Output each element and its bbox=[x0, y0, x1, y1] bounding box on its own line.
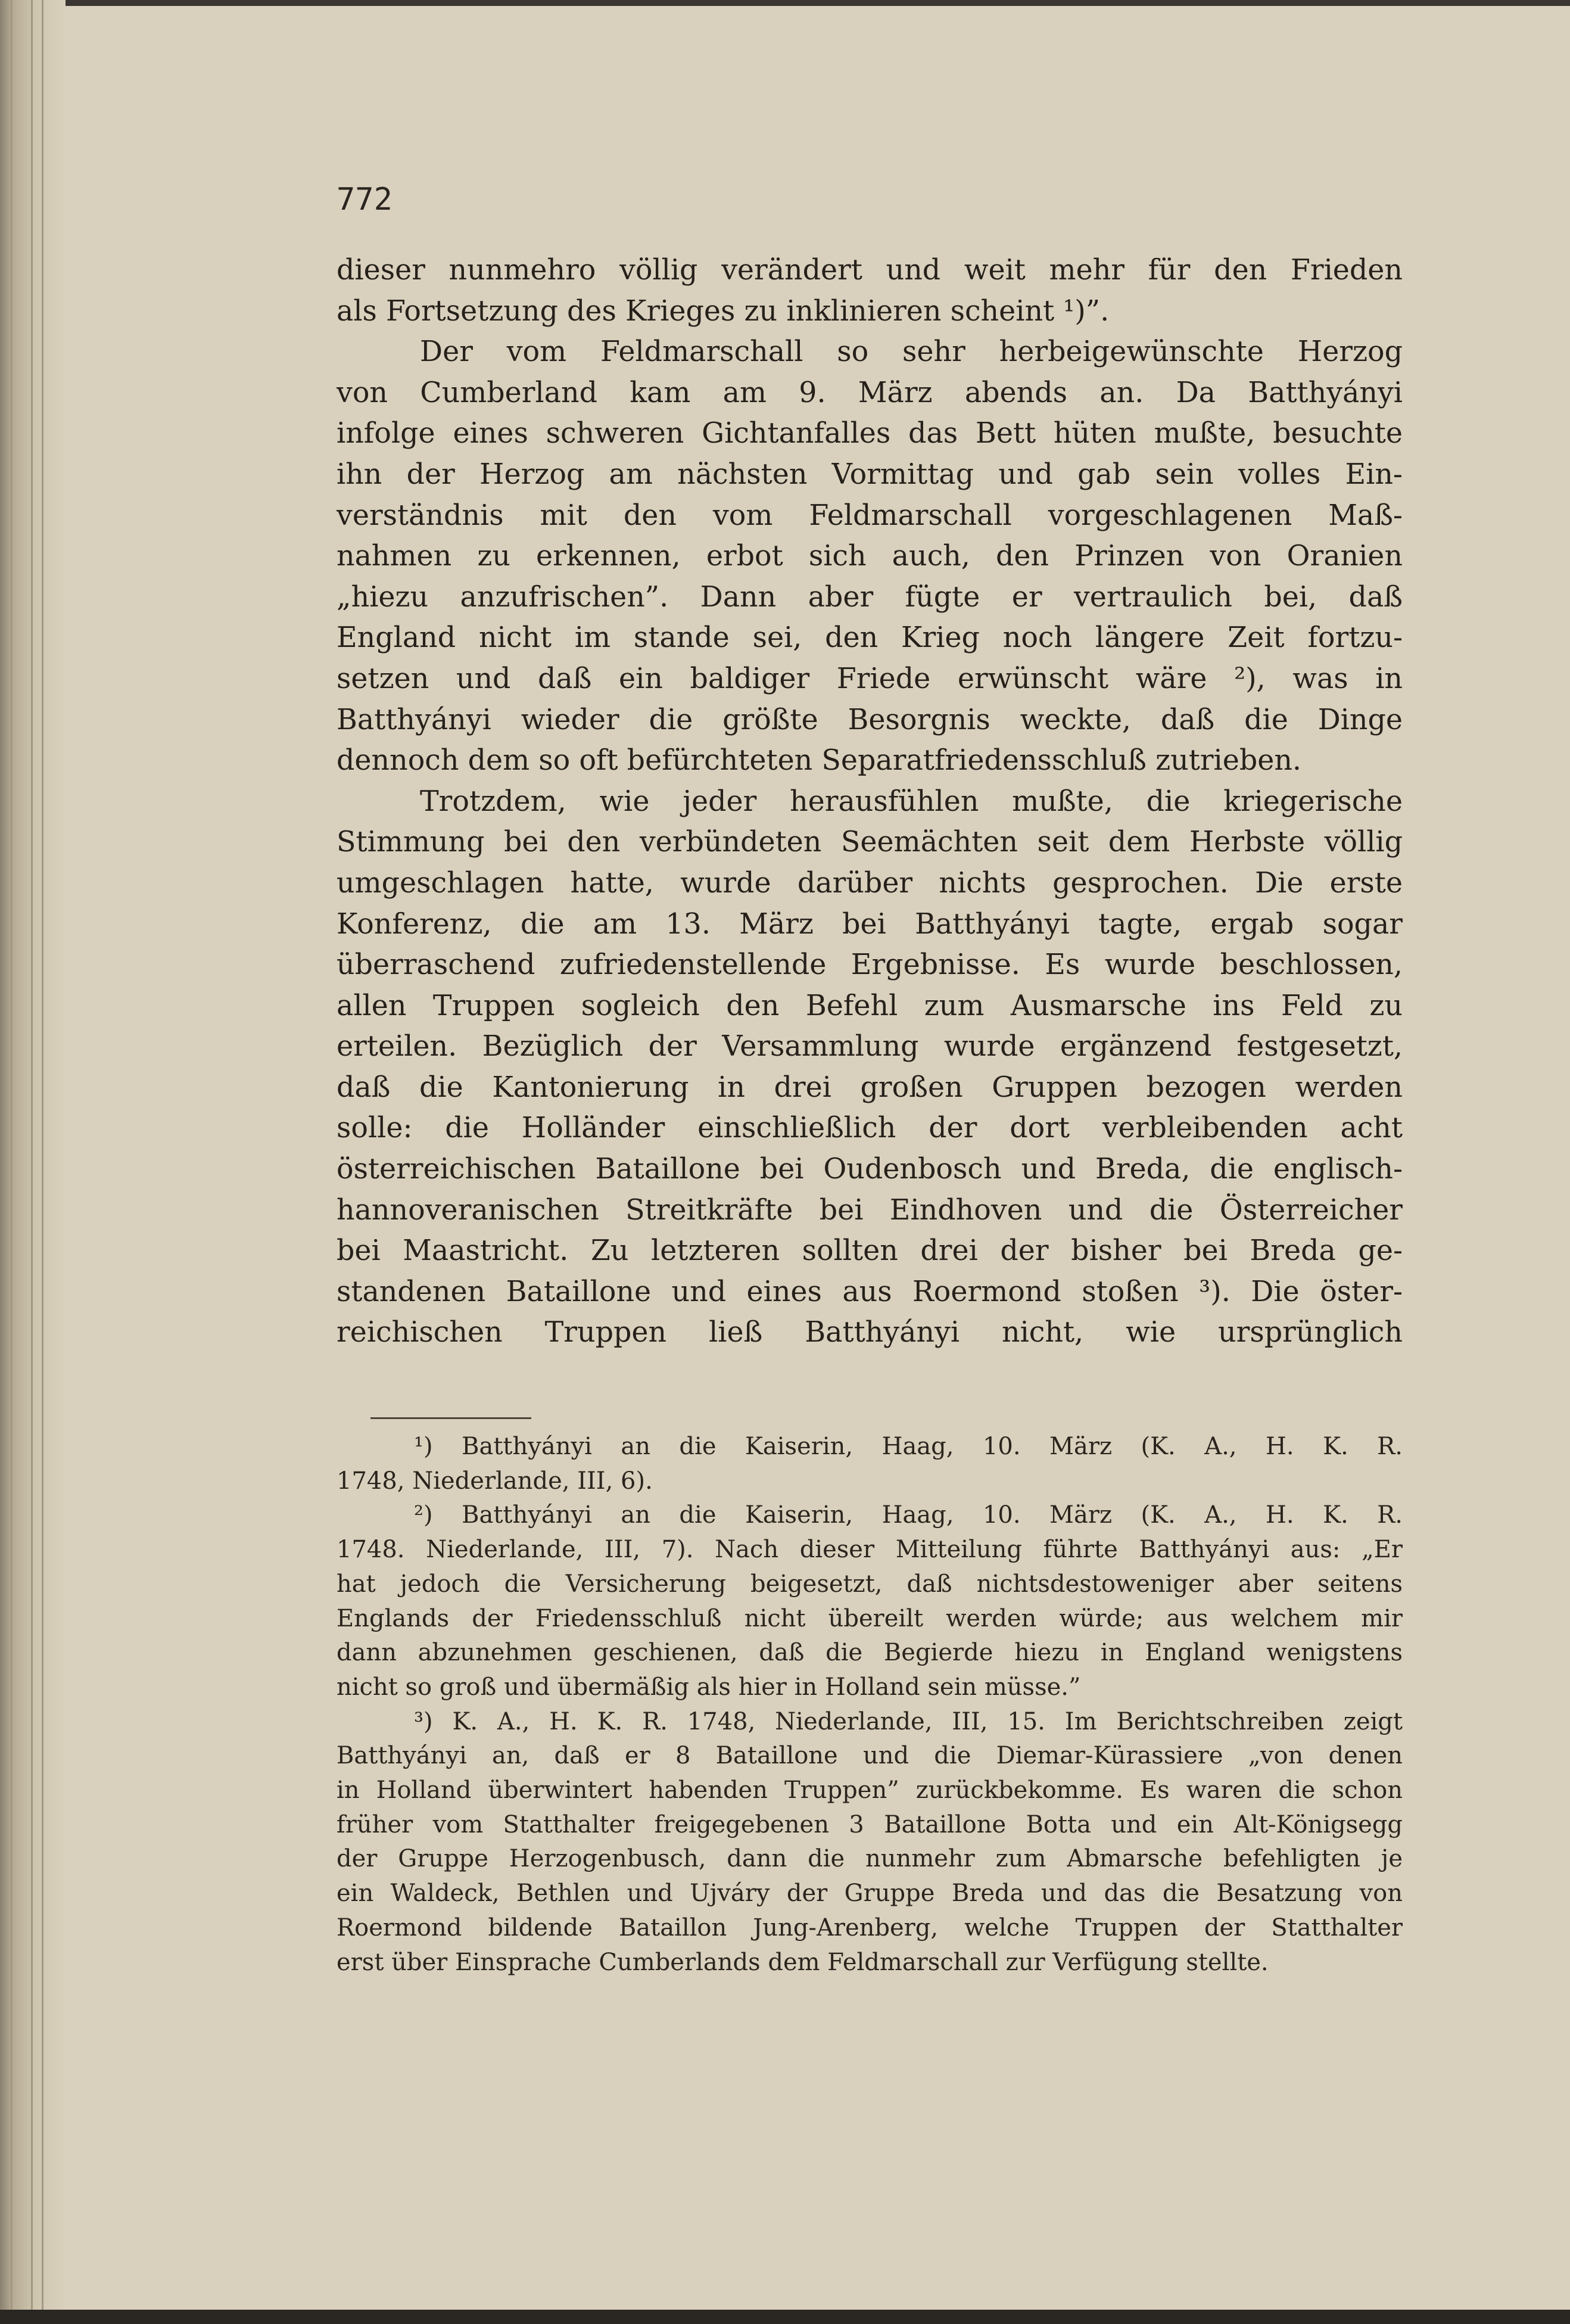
text-line: reichischen Truppen ließ Batthyányi nicht, wie ursprünglich bbox=[337, 1316, 1403, 1349]
gutter-line bbox=[31, 0, 33, 2324]
text-line: Trotzdem, wie jeder herausfühlen mußte, die kriegerische bbox=[420, 785, 1403, 818]
footnote-line: ³) K. A., H. K. R. 1748, Niederlande, III, 15. Im Berichtschreiben zeigt bbox=[414, 1707, 1403, 1735]
footnote-divider bbox=[370, 1417, 531, 1419]
footnote-line: ²) Batthyányi an die Kaiserin, Haag, 10. März (K. A., H. K. R. bbox=[414, 1501, 1403, 1529]
text-line: infolge eines schweren Gichtanfalles das Bett hüten mußte, besuchte bbox=[337, 417, 1403, 450]
text-line: Der vom Feldmarschall so sehr herbeigewünschte Herzog bbox=[420, 335, 1403, 369]
footnote-line: nicht so groß und übermäßig als hier in Holland sein müsse.” bbox=[337, 1673, 1081, 1701]
text-line: hannoveranischen Streitkräfte bei Eindhoven und die Österreicher bbox=[337, 1193, 1403, 1227]
footnote-line: erst über Einsprache Cumberlands dem Feldmarschall zur Verfügung stellte. bbox=[337, 1948, 1269, 1976]
text-line: Konferenz, die am 13. März bei Batthyányi tagte, ergab sogar bbox=[337, 907, 1403, 941]
footnote-line: Roermond bildende Bataillon Jung-Arenberg, welche Truppen der Statthalter bbox=[337, 1914, 1403, 1942]
text-line: setzen und daß ein baldiger Friede erwünscht wäre ²), was in bbox=[337, 662, 1403, 695]
text-line: erteilen. Bezüglich der Versammlung wurde ergänzend festgesetzt, bbox=[337, 1030, 1403, 1063]
footnote-line: Englands der Friedensschluß nicht übereilt werden würde; aus welchem mir bbox=[337, 1604, 1403, 1632]
text-line: von Cumberland kam am 9. März abends an. Da Batthyányi bbox=[337, 376, 1403, 409]
footnote-line: hat jedoch die Versicherung beigesetzt, daß nichtsdestoweniger aber seitens bbox=[337, 1570, 1403, 1598]
text-line: dieser nunmehro völlig verändert und weit mehr für den Frieden bbox=[337, 254, 1403, 287]
footnote-line: 1748. Niederlande, III, 7). Nach dieser Mitteilung führte Batthyányi aus: „Er bbox=[337, 1536, 1403, 1564]
book-gutter bbox=[0, 0, 66, 2324]
gutter-line bbox=[42, 0, 43, 2324]
text-line: standenen Bataillone und eines aus Roermond stoßen ³). Die öster- bbox=[337, 1275, 1403, 1308]
footnote-line: Batthyányi an, daß er 8 Bataillone und die Diemar-Kürassiere „von denen bbox=[337, 1742, 1403, 1770]
text-line: verständnis mit den vom Feldmarschall vorgeschlagenen Maß- bbox=[337, 499, 1403, 532]
page-bottom-edge bbox=[0, 2310, 1570, 2324]
text-line: nahmen zu erkennen, erbot sich auch, den Prinzen von Oranien bbox=[337, 540, 1403, 573]
footnote-line: früher vom Statthalter freigegebenen 3 Bataillone Botta und ein Alt-Königsegg bbox=[337, 1810, 1403, 1838]
main-text bbox=[337, 250, 1403, 1354]
text-line: ihn der Herzog am nächsten Vormittag und gab sein volles Ein- bbox=[337, 458, 1403, 491]
page-top-edge bbox=[0, 0, 1570, 6]
text-line: österreichischen Bataillone bei Oudenbosch und Breda, die englisch- bbox=[337, 1153, 1403, 1186]
footnote-line: ¹) Batthyányi an die Kaiserin, Haag, 10. März (K. A., H. K. R. bbox=[414, 1433, 1403, 1460]
text-line: „hiezu anzufrischen”. Dann aber fügte er vertraulich bei, daß bbox=[337, 580, 1403, 614]
text-line: dennoch dem so oft befürchteten Separatfriedensschluß zutrieben. bbox=[337, 744, 1302, 777]
footnote-line: ein Waldeck, Bethlen und Ujváry der Gruppe Breda und das die Besatzung von bbox=[337, 1880, 1403, 1908]
text-line: England nicht im stande sei, den Krieg noch längere Zeit fortzu- bbox=[337, 621, 1403, 655]
text-line: bei Maastricht. Zu letzteren sollten drei der bisher bei Breda ge- bbox=[337, 1234, 1403, 1268]
footnote-line: dann abzunehmen geschienen, daß die Begierde hiezu in England wenigstens bbox=[337, 1639, 1403, 1667]
text-line: daß die Kantonierung in drei großen Gruppen bezogen werden bbox=[337, 1071, 1403, 1104]
text-line: als Fortsetzung des Krieges zu inklinieren scheint ¹)”. bbox=[337, 294, 1110, 328]
text-line: überraschend zufriedenstellende Ergebnisse. Es wurde beschlossen, bbox=[337, 948, 1403, 982]
footnote-line: 1748, Niederlande, III, 6). bbox=[337, 1467, 653, 1495]
footnotes bbox=[337, 1430, 1403, 1980]
text-line: allen Truppen sogleich den Befehl zum Ausmarsche ins Feld zu bbox=[337, 989, 1403, 1022]
footnote-line: der Gruppe Herzogenbusch, dann die nunmehr zum Abmarsche befehligten je bbox=[337, 1845, 1403, 1873]
footnote-line: in Holland überwintert habenden Truppen” zurückbekomme. Es waren die schon bbox=[337, 1777, 1403, 1805]
text-line: Batthyányi wieder die größte Besorgnis weckte, daß die Dinge bbox=[337, 703, 1403, 736]
text-line: Stimmung bei den verbündeten Seemächten seit dem Herbste völlig bbox=[337, 826, 1403, 859]
gutter-line bbox=[11, 0, 13, 2324]
text-line: umgeschlagen hatte, wurde darüber nichts gesprochen. Die erste bbox=[337, 866, 1403, 900]
page-number: 772 bbox=[337, 182, 392, 217]
text-line: solle: die Holländer einschließlich der dort verbleibenden acht bbox=[337, 1112, 1403, 1145]
